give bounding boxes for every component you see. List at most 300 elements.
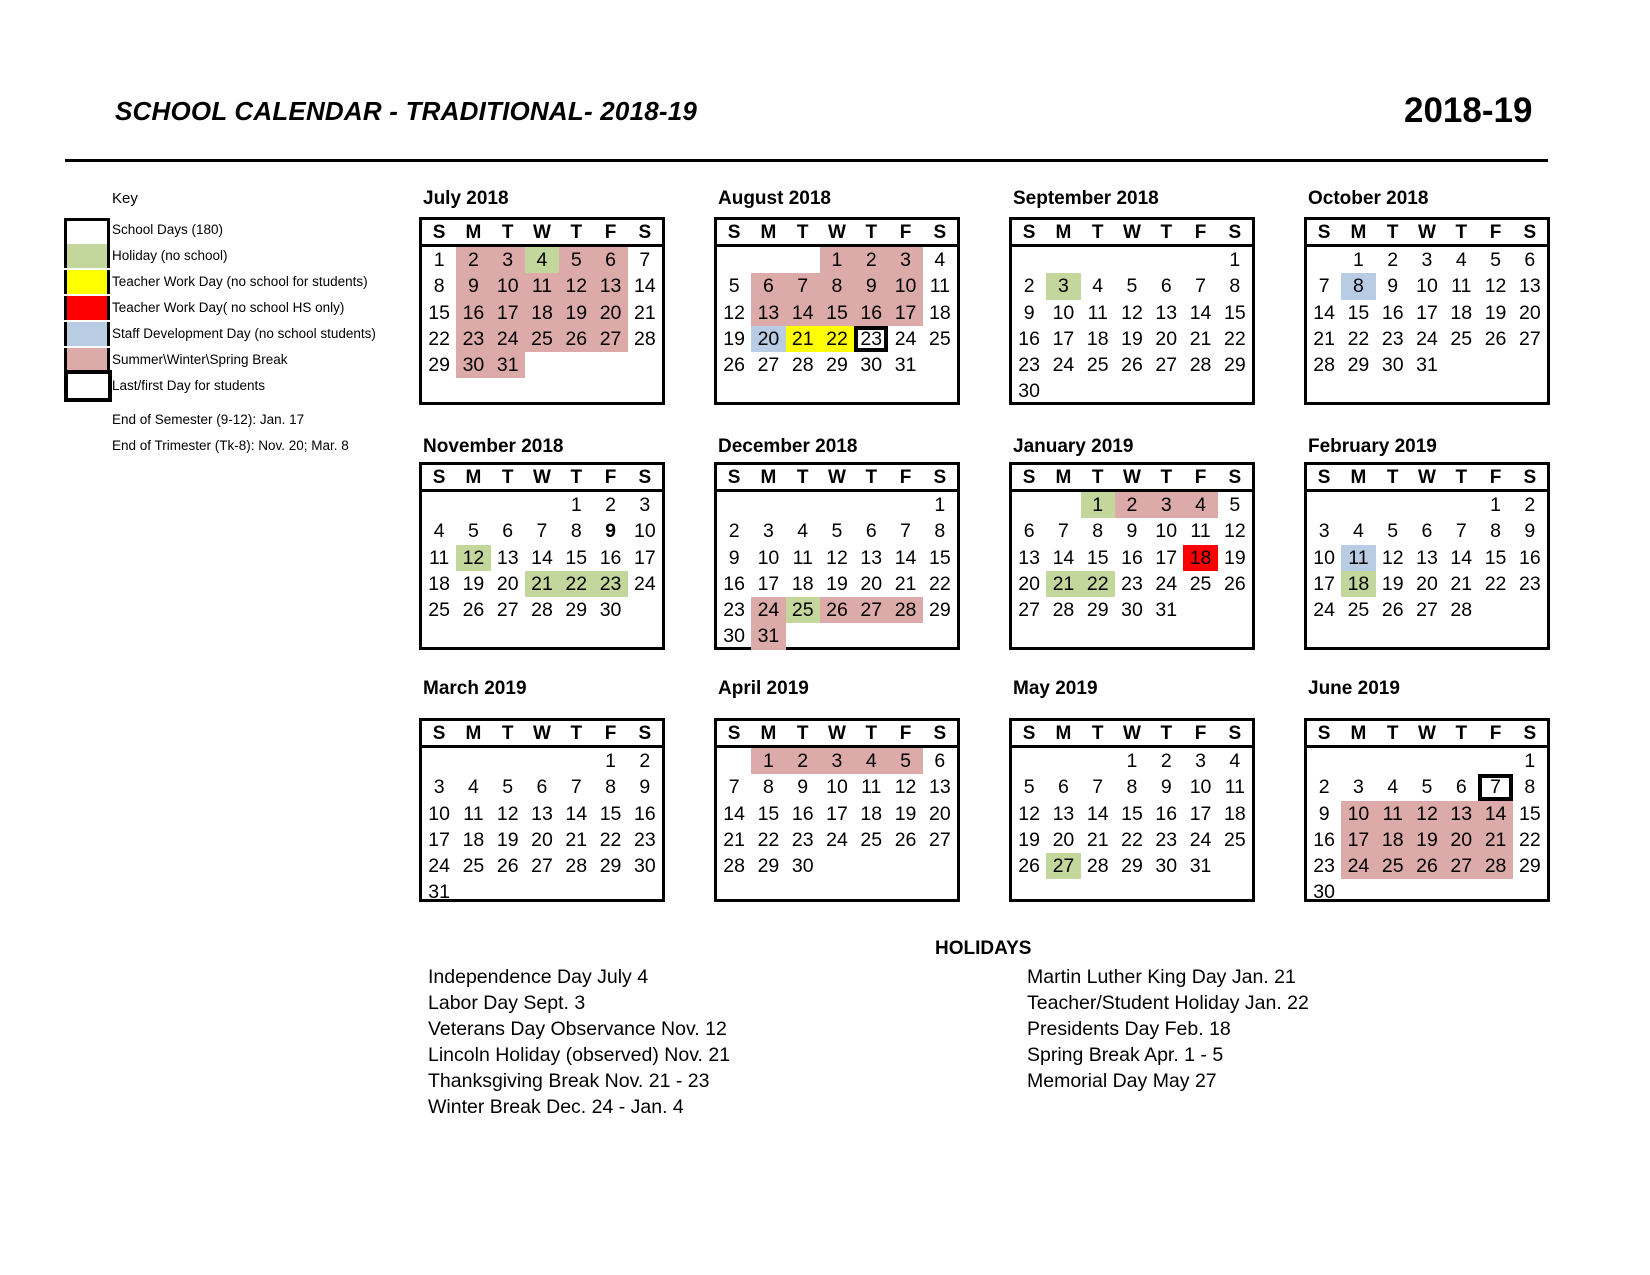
day-cell: 17 (757, 572, 780, 595)
day-cell: 21 (565, 828, 588, 851)
key-label-hs: Teacher Work Day( no school HS only) (112, 300, 345, 315)
day-cell: 28 (1450, 599, 1473, 622)
weekday-header: S (933, 723, 947, 744)
day-cell: 22 (1484, 572, 1507, 595)
empty-cell (786, 247, 820, 273)
weekday-header: S (933, 222, 947, 243)
key-swatch-hs (64, 296, 110, 320)
day-cell: 25 (860, 828, 883, 851)
day-cell: 21 (1450, 572, 1473, 595)
empty-cell (923, 623, 957, 649)
weekday-header: F (1194, 222, 1207, 243)
day-cell: 5 (888, 748, 922, 774)
week-row (1012, 273, 1252, 299)
day-cell: 16 (1121, 546, 1143, 569)
day-cell: 3 (1195, 750, 1206, 772)
day-cell: 4 (854, 748, 888, 774)
day-cell: 4 (525, 247, 559, 273)
day-cell: 12 (1223, 520, 1246, 543)
day-cell: 28 (633, 327, 656, 350)
day-cell: 29 (757, 855, 780, 878)
day-cell: 28 (1189, 354, 1212, 377)
day-cell: 15 (757, 802, 780, 825)
day-cell: 3 (433, 776, 445, 799)
day-cell: 18 (1450, 301, 1473, 324)
empty-cell (1513, 879, 1547, 905)
day-cell: 2 (639, 750, 651, 772)
day-cell: 26 (894, 828, 917, 851)
month-grid (1304, 217, 1550, 405)
weekday-header: W (1123, 467, 1141, 488)
week-row (422, 571, 662, 597)
empty-cell (1444, 492, 1478, 518)
day-cell: 15 (428, 301, 450, 324)
month-grid (1009, 217, 1255, 405)
week-row (1012, 492, 1252, 518)
empty-cell (1149, 247, 1183, 273)
empty-cell (751, 492, 785, 518)
day-cell: 5 (1126, 275, 1138, 298)
day-cell: 22 (599, 828, 622, 851)
day-cell: 14 (1189, 301, 1212, 324)
day-cell: 20 (860, 572, 883, 595)
empty-cell (1183, 597, 1217, 623)
day-cell: 18 (525, 300, 559, 326)
empty-cell (593, 879, 627, 905)
day-cell: 13 (1416, 546, 1438, 569)
holiday-item: Winter Break Dec. 24 - Jan. 4 (428, 1096, 684, 1118)
day-cell: 22 (1347, 327, 1370, 350)
day-cell: 11 (1376, 801, 1410, 827)
empty-cell (1149, 378, 1183, 404)
empty-cell (456, 879, 490, 905)
weekday-header: M (1350, 467, 1367, 488)
month-title: April 2019 (718, 678, 809, 699)
day-cell: 2 (605, 494, 616, 516)
weekday-header: S (1228, 222, 1242, 243)
day-cell: 19 (462, 572, 485, 595)
weekday-header: W (1418, 222, 1436, 243)
day-cell: 6 (934, 750, 946, 772)
day-cell: 2 (1524, 494, 1536, 516)
weekday-header: T (796, 467, 809, 488)
day-cell: 2 (1387, 249, 1399, 271)
day-cell: 10 (1416, 275, 1438, 298)
day-cell: 7 (536, 520, 548, 543)
day-cell: 13 (860, 546, 883, 569)
weekday-header: S (1022, 222, 1036, 243)
day-cell: 16 (723, 572, 745, 595)
day-cell: 17 (1416, 301, 1438, 324)
day-cell: 12 (1121, 301, 1143, 324)
day-cell: 21 (633, 301, 656, 324)
day-cell: 31 (1189, 855, 1212, 878)
day-cell: 26 (1018, 855, 1040, 878)
empty-cell (820, 492, 854, 518)
day-cell: 27 (1018, 599, 1040, 622)
empty-cell (1478, 879, 1512, 905)
weekday-header-row (1307, 721, 1547, 748)
empty-cell (1341, 748, 1375, 774)
weekday-header: W (828, 467, 846, 488)
day-cell: 17 (1313, 572, 1335, 595)
empty-cell (1046, 492, 1080, 518)
day-cell: 8 (934, 520, 946, 543)
empty-cell (1081, 378, 1115, 404)
day-cell: 31 (894, 354, 917, 377)
weekday-header: T (796, 222, 809, 243)
weekday-header: W (1418, 723, 1436, 744)
day-cell: 14 (531, 546, 553, 569)
week-row (1012, 518, 1252, 544)
day-cell: 31 (428, 881, 450, 904)
day-cell: 3 (1352, 776, 1364, 799)
day-cell: 20 (593, 300, 627, 326)
empty-cell (1513, 352, 1547, 378)
day-cell: 23 (1518, 572, 1541, 595)
day-cell: 21 (1313, 327, 1335, 350)
day-cell: 6 (1421, 520, 1433, 543)
day-cell: 26 (723, 354, 745, 377)
empty-cell (820, 853, 854, 879)
day-cell: 4 (934, 249, 946, 271)
weekday-header: S (432, 222, 446, 243)
empty-cell (888, 853, 922, 879)
week-row (1012, 827, 1252, 853)
day-cell: 24 (1313, 599, 1335, 622)
day-cell: 25 (1086, 354, 1109, 377)
empty-cell (1307, 247, 1341, 273)
week-row (1012, 597, 1252, 623)
empty-cell (1513, 597, 1547, 623)
day-cell: 30 (1313, 881, 1335, 904)
day-cell: 15 (1347, 301, 1370, 324)
month-title: June 2019 (1308, 678, 1400, 699)
empty-cell (1115, 378, 1149, 404)
week-row (717, 597, 957, 623)
day-cell: 26 (1410, 853, 1444, 879)
day-cell: 1 (1229, 249, 1241, 271)
month-grid (1009, 718, 1255, 902)
day-cell: 2 (1023, 275, 1035, 298)
weekday-header: S (727, 723, 741, 744)
week-row (717, 273, 957, 299)
week-row (1307, 352, 1547, 378)
weekday-header: M (760, 222, 777, 243)
day-cell: 29 (428, 354, 450, 377)
key-label-holiday: Holiday (no school) (112, 248, 228, 263)
day-cell: 8 (1341, 273, 1375, 299)
week-row (1012, 545, 1252, 571)
empty-cell (422, 492, 456, 518)
empty-cell (525, 352, 559, 378)
month-title: July 2018 (423, 188, 509, 209)
day-cell: 6 (502, 520, 514, 543)
empty-cell (1183, 247, 1217, 273)
week-row (717, 518, 957, 544)
day-cell: 1 (433, 249, 445, 271)
day-cell: 15 (820, 300, 854, 326)
day-cell: 6 (1160, 275, 1172, 298)
day-cell: 9 (605, 520, 616, 543)
empty-cell (888, 623, 922, 649)
weekday-header: M (1350, 723, 1367, 744)
day-cell: 30 (1018, 380, 1040, 403)
weekday-header: F (604, 467, 617, 488)
day-cell: 6 (1023, 520, 1035, 543)
day-cell: 19 (496, 828, 519, 851)
day-cell: 5 (1490, 249, 1501, 271)
day-cell: 21 (1189, 327, 1212, 350)
day-cell: 8 (762, 776, 774, 799)
day-cell: 28 (1086, 855, 1109, 878)
day-cell: 18 (791, 572, 814, 595)
day-cell: 16 (1313, 828, 1335, 851)
day-cell: 8 (1126, 776, 1138, 799)
day-cell: 21 (786, 326, 820, 352)
week-row (717, 300, 957, 326)
holiday-item: Presidents Day Feb. 18 (1027, 1018, 1231, 1040)
weekday-header-row (1307, 465, 1547, 492)
weekday-header: S (1022, 467, 1036, 488)
day-cell: 16 (1018, 327, 1040, 350)
day-cell: 2 (1160, 750, 1172, 772)
weekday-header: F (604, 222, 617, 243)
weekday-header-row (1307, 220, 1547, 247)
day-cell: 28 (1313, 354, 1335, 377)
day-cell: 19 (1018, 828, 1040, 851)
key-note: End of Semester (9-12): Jan. 17 (112, 412, 305, 427)
weekday-header: T (1455, 467, 1468, 488)
day-cell: 25 (428, 599, 450, 622)
key-swatch-staff (64, 322, 110, 346)
day-cell: 17 (633, 546, 656, 569)
day-cell: 12 (723, 301, 745, 324)
empty-cell (1444, 879, 1478, 905)
weekday-header: W (1123, 723, 1141, 744)
day-cell: 18 (860, 802, 883, 825)
day-cell: 3 (1149, 492, 1183, 518)
month-title: May 2019 (1013, 678, 1098, 699)
day-cell: 27 (531, 855, 553, 878)
month-grid (419, 718, 665, 902)
day-cell: 9 (797, 776, 809, 799)
weekday-header: T (1160, 222, 1173, 243)
day-cell: 13 (1444, 801, 1478, 827)
month-grid (419, 462, 665, 650)
day-cell: 27 (593, 326, 627, 352)
day-cell: 27 (757, 354, 780, 377)
weekday-header: M (1055, 222, 1072, 243)
weekday-header: T (1091, 723, 1104, 744)
week-row (1307, 247, 1547, 273)
day-cell: 7 (1195, 275, 1206, 298)
day-cell: 12 (1018, 802, 1040, 825)
empty-cell (1341, 879, 1375, 905)
day-cell: 10 (1341, 801, 1375, 827)
day-cell: 16 (1518, 546, 1541, 569)
holidays-list-right (1027, 964, 1309, 1094)
day-cell: 26 (559, 326, 593, 352)
day-cell: 24 (1341, 853, 1375, 879)
empty-cell (1410, 492, 1444, 518)
day-cell: 15 (599, 802, 622, 825)
day-cell: 31 (491, 352, 525, 378)
day-cell: 12 (1410, 801, 1444, 827)
key-label-work: Teacher Work Day (no school for students) (112, 274, 368, 289)
key-label-staff: Staff Development Day (no school students) (112, 326, 376, 341)
week-row (422, 748, 662, 774)
day-cell: 27 (496, 599, 519, 622)
day-cell: 25 (928, 327, 951, 350)
week-row (717, 545, 957, 571)
day-cell: 15 (1518, 802, 1541, 825)
day-cell: 29 (599, 855, 622, 878)
day-cell: 12 (826, 546, 848, 569)
day-cell: 15 (1484, 546, 1507, 569)
day-cell: 18 (1341, 571, 1375, 597)
holiday-item: Independence Day July 4 (428, 966, 649, 988)
weekday-header: S (933, 467, 947, 488)
weekday-header: S (727, 467, 741, 488)
day-cell: 28 (888, 597, 922, 623)
empty-cell (456, 492, 490, 518)
day-cell: 9 (728, 546, 740, 569)
day-cell: 13 (928, 776, 951, 799)
empty-cell (491, 748, 525, 774)
month-grid (1009, 462, 1255, 650)
day-cell: 5 (1421, 776, 1433, 799)
empty-cell (559, 748, 593, 774)
day-cell: 29 (1086, 599, 1109, 622)
weekday-header: F (1194, 723, 1207, 744)
day-cell: 11 (463, 802, 484, 825)
day-cell: 5 (502, 776, 514, 799)
week-row (717, 326, 957, 352)
weekday-header: S (432, 723, 446, 744)
day-cell: 22 (757, 828, 780, 851)
day-cell: 25 (1347, 599, 1370, 622)
weekday-header: T (501, 467, 514, 488)
weekday-header: M (465, 222, 482, 243)
empty-cell (1218, 597, 1252, 623)
weekday-header: S (1022, 723, 1036, 744)
day-cell: 28 (531, 599, 553, 622)
day-cell: 27 (1155, 354, 1178, 377)
empty-cell (525, 492, 559, 518)
empty-cell (1012, 247, 1046, 273)
weekday-header: W (828, 222, 846, 243)
empty-cell (1081, 748, 1115, 774)
day-cell: 9 (854, 273, 888, 299)
day-cell: 6 (536, 776, 548, 799)
week-row (1307, 545, 1547, 571)
empty-cell (1115, 247, 1149, 273)
day-cell: 23 (791, 828, 814, 851)
week-row (422, 300, 662, 326)
day-cell: 7 (728, 776, 740, 799)
day-cell: 13 (1018, 546, 1040, 569)
day-cell: 24 (1189, 828, 1212, 851)
day-cell: 22 (559, 571, 593, 597)
month-title: January 2019 (1013, 436, 1134, 457)
day-cell: 7 (900, 520, 911, 543)
weekday-header: S (432, 467, 446, 488)
day-cell: 12 (456, 545, 490, 571)
day-cell: 29 (565, 599, 588, 622)
day-cell: 13 (531, 802, 553, 825)
day-cell: 3 (1046, 273, 1080, 299)
week-row (717, 827, 957, 853)
holiday-item: Veterans Day Observance Nov. 12 (428, 1018, 727, 1040)
week-row (422, 273, 662, 299)
day-cell: 19 (723, 327, 745, 350)
day-cell: 26 (462, 599, 485, 622)
empty-cell (1307, 492, 1341, 518)
day-cell: 9 (456, 273, 490, 299)
day-cell: 26 (820, 597, 854, 623)
day-cell: 1 (1126, 750, 1138, 772)
day-cell: 9 (639, 776, 651, 799)
empty-cell (559, 879, 593, 905)
weekday-header: W (1418, 467, 1436, 488)
day-cell: 22 (1081, 571, 1115, 597)
empty-cell (1046, 748, 1080, 774)
day-cell: 8 (605, 776, 616, 799)
day-cell: 12 (1381, 546, 1404, 569)
empty-cell (786, 492, 820, 518)
day-cell: 14 (1478, 801, 1512, 827)
week-row (1307, 879, 1547, 905)
day-cell: 13 (496, 546, 519, 569)
empty-cell (628, 352, 662, 378)
empty-cell (1341, 492, 1375, 518)
key-label-school: School Days (180) (112, 222, 224, 237)
day-cell: 9 (1126, 520, 1138, 543)
key-swatch-holiday (64, 244, 110, 268)
month-grid (714, 718, 960, 902)
day-cell: 27 (854, 597, 888, 623)
month-title: March 2019 (423, 678, 527, 699)
day-cell: 2 (1115, 492, 1149, 518)
day-cell: 3 (639, 494, 651, 516)
weekday-header: W (1123, 222, 1141, 243)
day-cell: 29 (928, 599, 951, 622)
weekday-header: T (501, 222, 514, 243)
week-row (1307, 853, 1547, 879)
empty-cell (491, 492, 525, 518)
weekday-header: T (501, 723, 514, 744)
month-title: September 2018 (1013, 188, 1159, 209)
day-cell: 21 (894, 572, 917, 595)
day-cell: 15 (1121, 802, 1143, 825)
day-cell: 7 (1455, 520, 1467, 543)
day-cell: 20 (1518, 301, 1541, 324)
day-cell: 24 (428, 855, 450, 878)
weekday-header: S (1523, 222, 1537, 243)
day-cell: 17 (1052, 327, 1075, 350)
day-cell: 4 (797, 520, 809, 543)
day-cell: 1 (1081, 492, 1115, 518)
key-swatch-work (64, 270, 110, 294)
weekday-header: M (465, 467, 482, 488)
weekday-header: W (533, 467, 551, 488)
day-cell: 5 (728, 275, 740, 298)
weekday-header: T (1386, 723, 1399, 744)
key-label-break: Summer\Winter\Spring Break (112, 352, 288, 367)
empty-cell (923, 352, 957, 378)
empty-cell (628, 597, 662, 623)
